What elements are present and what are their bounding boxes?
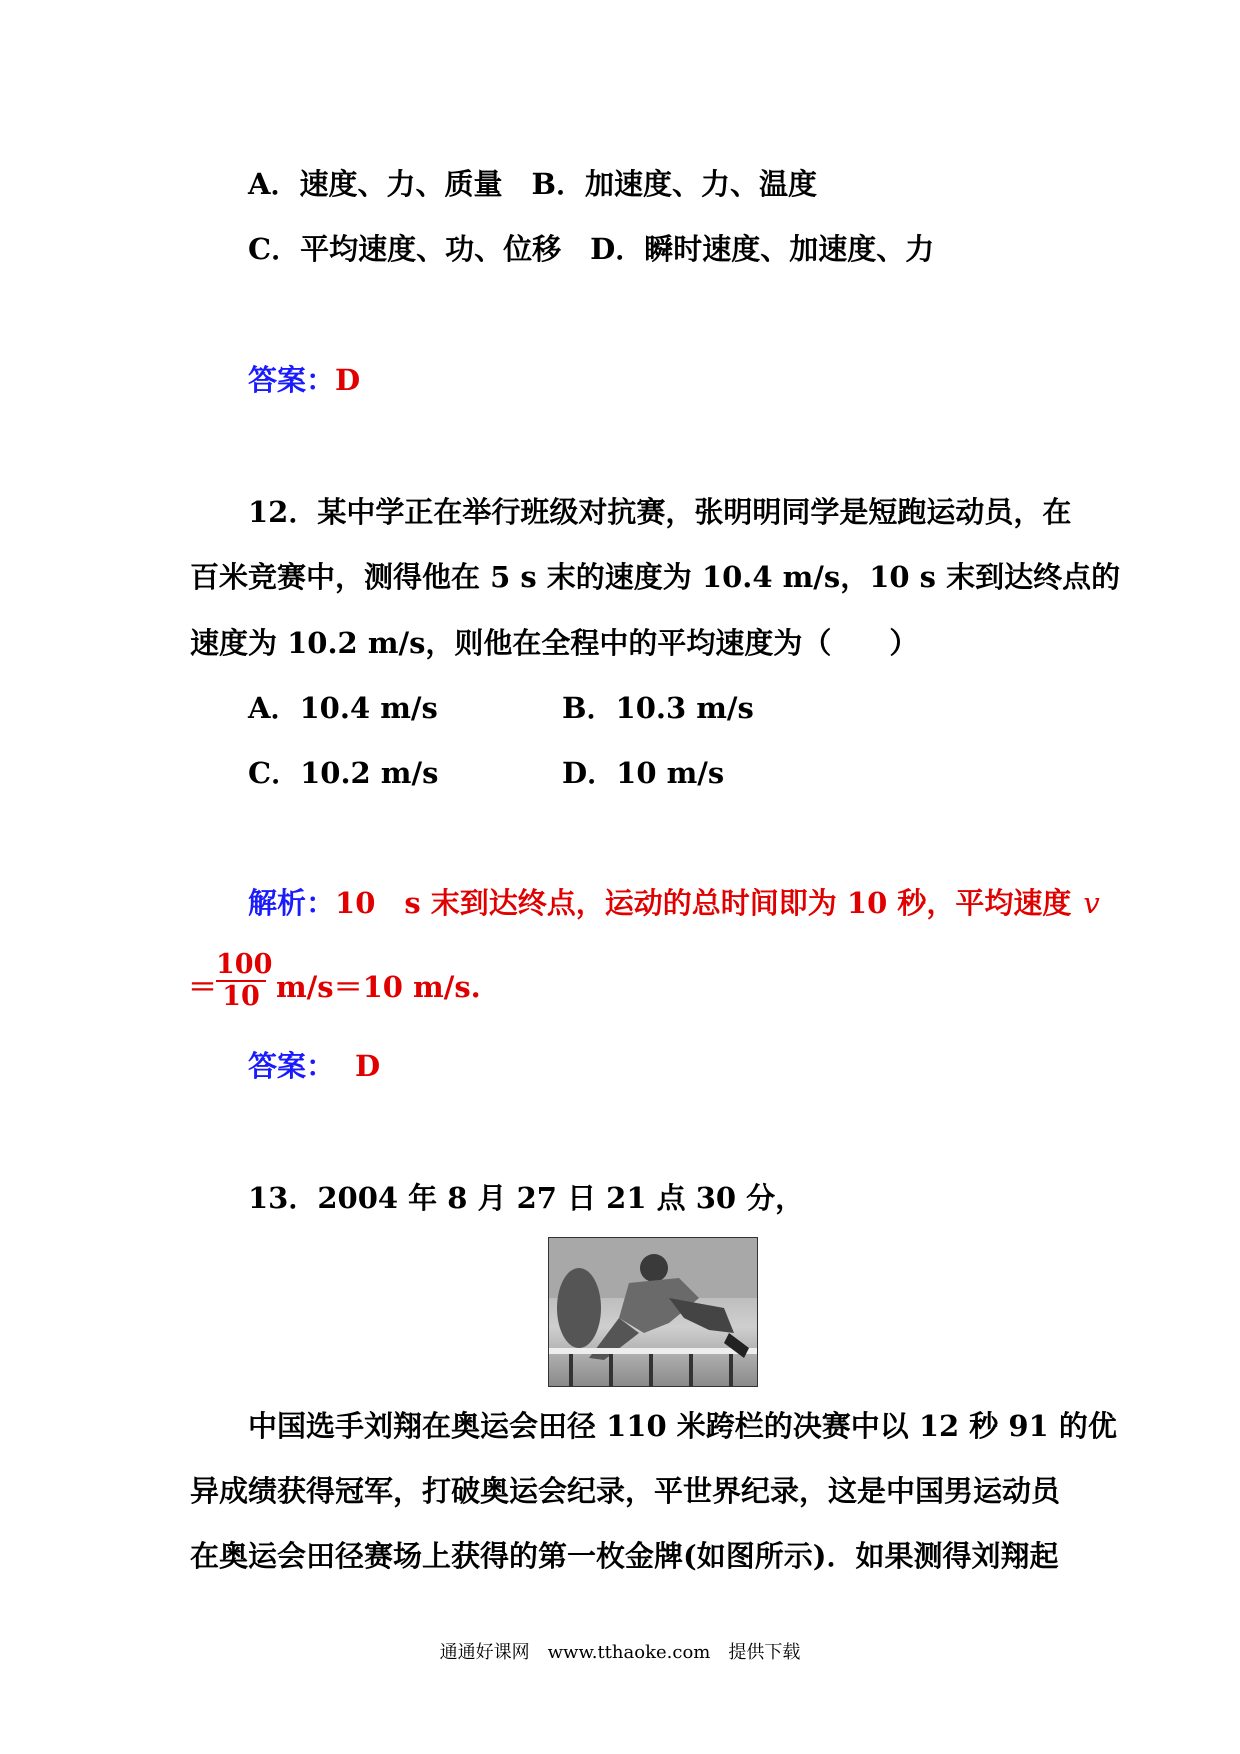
q11-answer (248, 362, 360, 398)
q13-para-line3: 在奥运会田径赛场上获得的第一枚金牌(如图所示)．如果测得刘翔起 (190, 1539, 1059, 1573)
q13-para-line2: 异成绩获得冠军，打破奥运会纪录，平世界纪录，这是中国男运动员 (190, 1474, 1061, 1508)
q13-para-line1: 中国选手刘翔在奥运会田径 110 米跨栏的决赛中以 12 秒 91 的优 (248, 1409, 1117, 1443)
q12-option-b: B．10.3 m/s (562, 691, 754, 725)
hurdler-photo (548, 1237, 758, 1387)
analysis-variable: v (1083, 886, 1100, 920)
q12-equation-sign: ＝ (188, 970, 218, 1004)
answer-value: D (355, 1049, 381, 1083)
q12-stem-line3: 速度为 10.2 m/s，则他在全程中的平均速度为（ ） (190, 626, 919, 660)
q12-stem-line1: 12．某中学正在举行班级对抗赛，张明明同学是短跑运动员，在 (248, 495, 1072, 529)
q12-answer (248, 1048, 380, 1084)
q11-options-ab: A．速度、力、质量 B．加速度、力、温度 (248, 167, 818, 201)
q12-option-a: A．10.4 m/s (248, 691, 438, 725)
q12-option-d: D．10 m/s (562, 756, 725, 790)
answer-value: D (335, 363, 361, 397)
q12-equation-tail: m/s＝10 m/s. (276, 970, 481, 1004)
q13-stem-line1: 13．2004 年 8 月 27 日 21 点 30 分， (248, 1181, 805, 1215)
q12-option-c: C．10.2 m/s (248, 756, 439, 790)
answer-label: 答案： (248, 363, 336, 397)
analysis-label: 解析： (248, 886, 336, 920)
q11-options-cd: C．平均速度、功、位移 D．瞬时速度、加速度、力 (248, 232, 935, 266)
q12-stem-line2: 百米竞赛中，测得他在 5 s 末的速度为 10.4 m/s，10 s 末到达终点的 (190, 560, 1121, 594)
answer-label: 答案： (248, 1049, 336, 1083)
fraction-numerator: 100 (216, 949, 273, 980)
fraction-denominator: 10 (222, 981, 260, 1012)
q12-analysis (248, 885, 1100, 921)
analysis-text: 10 s 末到达终点，运动的总时间即为 10 秒，平均速度 (335, 886, 1072, 920)
q12-fraction (216, 949, 273, 1012)
hurdle-race-image (549, 1238, 757, 1386)
page-footer: 通通好课网 www.tthaoke.com 提供下载 (439, 1642, 801, 1663)
